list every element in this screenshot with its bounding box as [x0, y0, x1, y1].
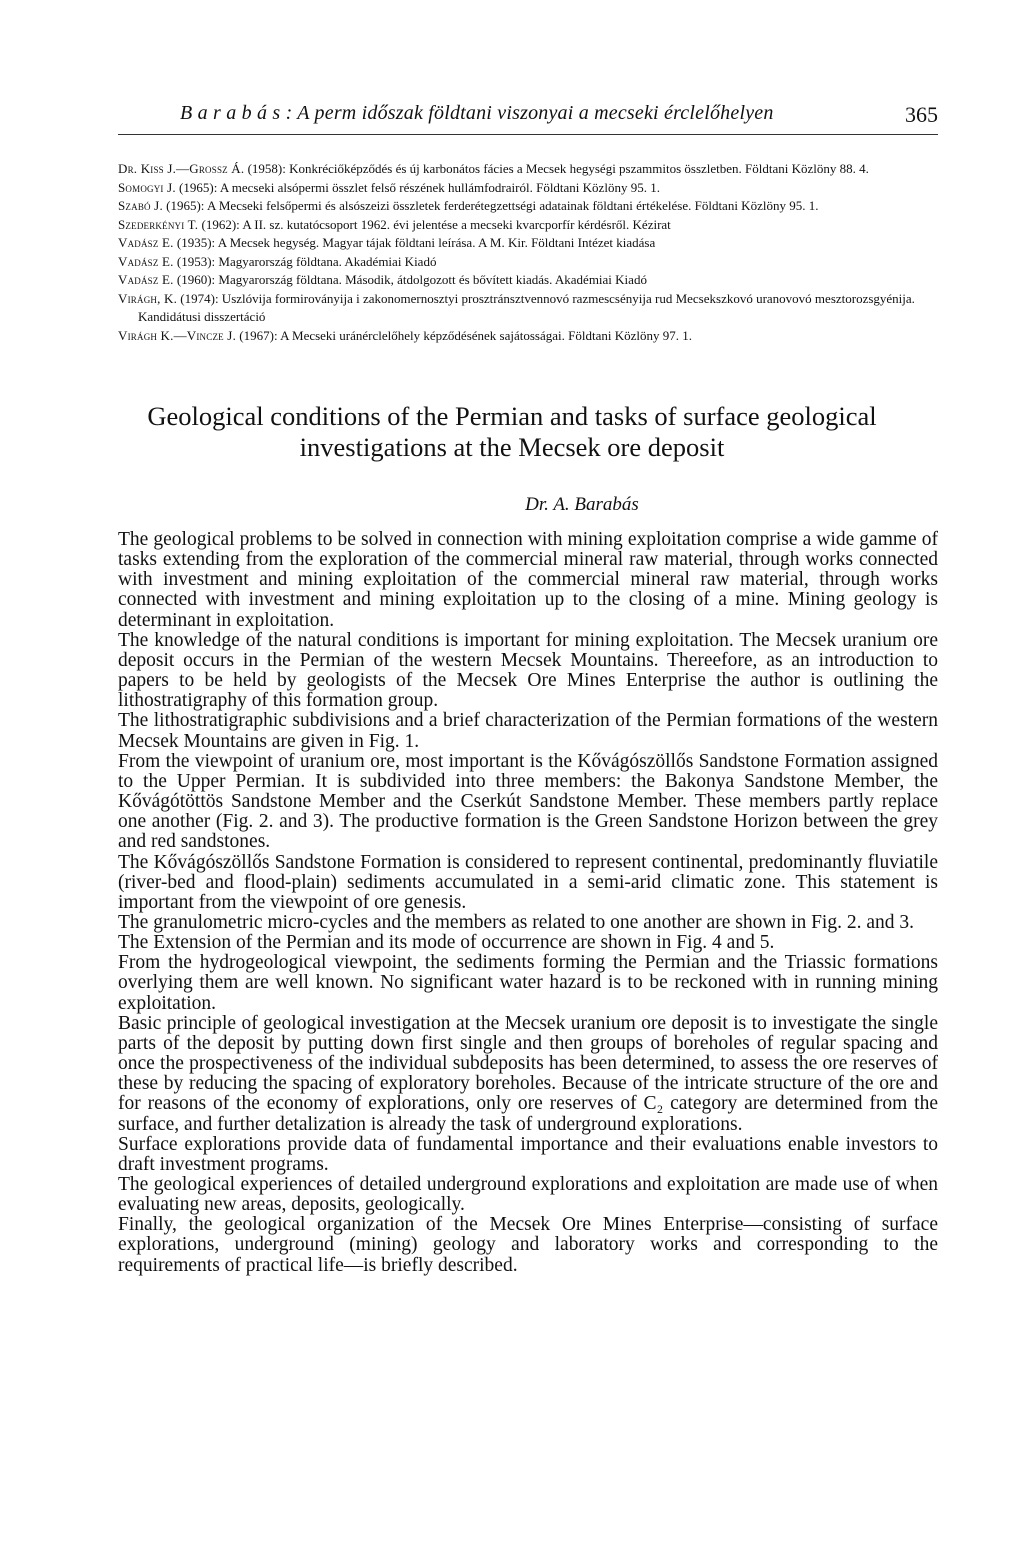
- article-author-block: [0, 494, 1024, 516]
- reference-text: (1962): A II. sz. kutatócsoport 1962. évi jelentése a mecseki kvarcporfír kérdésről. Kézirat: [198, 216, 671, 232]
- reference-item: [118, 290, 940, 327]
- reference-item: [118, 216, 940, 235]
- reference-item: [118, 197, 940, 216]
- reference-text: (1960): Magyarország földtana. Második, átdolgozott és bővített kiadás. Akadémiai Kiadó: [173, 272, 647, 287]
- reference-author: Virágh K.—Vincze J.: [118, 327, 237, 343]
- reference-text: (1974): Uszlóvija formiroványija i zakonomernosztyi prosztránsztvennovó razmescsényija rud Mecsekszkovó uranovovó mesztorozsgyénija. Kandidátusi disszertáció: [138, 290, 915, 324]
- reference-author: Vadász E.: [118, 235, 174, 250]
- article-title-line: Geological conditions of the Permian and tasks of surface geological: [147, 401, 877, 431]
- body-paragraph: The lithostratigraphic subdivisions and a brief characterization of the Permian formations of the western Mecsek Mountains are given in Fig. 1.: [118, 710, 938, 752]
- reference-author: Vadász E.: [118, 272, 174, 287]
- body-paragraph: The Kővágószöllős Sandstone Formation is considered to represent continental, predominantly fluviatile (river-bed and flood-plain) sediments accumulated in a semi-arid climatic zone. This statement is important from the viewpoint of ore genesis.: [118, 851, 938, 913]
- article-title: [60, 401, 964, 463]
- reference-author: Virágh, K.: [118, 290, 178, 306]
- reference-item: [118, 253, 940, 272]
- body-paragraph: Basic principle of geological investigation at the Mecsek uranium ore deposit is to investigate the single parts of the deposit by putting down first single and then groups of boreholes of regular spacing and once the prospectiveness of the individual subdeposits has been determined, to assess the ore reserves of these by reducing the spacing of exploratory boreholes. Because of the intricate structure of the ore and for reasons of the economy of explorations, only ore reserves of C₂ category are determined from the surface, and further detalization is already the task of underground explorations.: [118, 1012, 938, 1135]
- reference-author: Dr. Kiss J.—Grossz Á.: [118, 161, 245, 176]
- body-paragraph: The geological experiences of detailed underground explorations and exploitation are made use of when evaluating new areas, deposits, geologically.: [118, 1174, 938, 1216]
- body-paragraph: Finally, the geological organization of the Mecsek Ore Mines Enterprise—consisting of surface explorations, underground (mining) geology and laboratory works and corresponding to the requirements of practical life—is briefly described.: [118, 1214, 938, 1276]
- body-paragraph: The granulometric micro-cycles and the members as related to one another are shown in Fig. 2. and 3.: [118, 911, 914, 933]
- running-header: [118, 100, 938, 135]
- reference-item: [118, 327, 940, 346]
- reference-item: [118, 160, 940, 179]
- running-title: B a r a b á s : A perm időszak földtani viszonyai a mecseki érclelőhelyen: [180, 102, 774, 124]
- page-number: 365: [905, 102, 938, 127]
- body-paragraph: The knowledge of the natural conditions is important for mining exploitation. The Mecsek uranium ore deposit occurs in the Permian of the western Mecsek Mountains. Thereefore, as an introduction to papers to be held by geologists of the Mecsek Ore Mines Enterprise the author is outlining the lithostratigraphy of this formation group.: [118, 629, 938, 712]
- reference-author: Somogyi J.: [118, 179, 176, 195]
- reference-item: [118, 271, 940, 290]
- body-paragraph: Surface explorations provide data of fundamental importance and their evaluations enable investors to draft investment programs.: [118, 1133, 938, 1175]
- body-paragraph: From the viewpoint of uranium ore, most important is the Kővágószöllős Sandstone Formation assigned to the Upper Permian. It is subdivided into three members: the Bakonya Sandstone Member, the Kővágótöttös Sandstone Member and the Cserkút Sandstone Member. These members partly replace one another (Fig. 2. and 3). The productive formation is the Green Sandstone Horizon between the grey and red sandstones.: [118, 750, 938, 853]
- reference-author: Szederkényi T.: [118, 216, 199, 232]
- reference-text: (1965): A mecseki alsópermi összlet felső részének hullámfodrairól. Földtani Közlöny 95. 1.: [175, 179, 660, 195]
- reference-text: (1967): A Mecseki uránérclelőhely képződésének sajátosságai. Földtani Közlöny 97. 1.: [236, 327, 692, 343]
- article-body: [118, 530, 938, 1276]
- reference-item: [118, 234, 940, 253]
- body-paragraph: The Extension of the Permian and its mode of occurrence are shown in Fig. 4 and 5.: [118, 932, 775, 954]
- article-title-line: investigations at the Mecsek ore deposit: [299, 432, 725, 462]
- reference-text: (1958): Konkréciőképződés és új karbonátos fácies a Mecsek hegységi pszammitos összletben. Földtani Közlöny 88. 4.: [244, 161, 869, 176]
- article-author: Dr. A. Barabás: [525, 494, 639, 515]
- reference-text: (1965): A Mecseki felsőpermi és alsószeizi összletek ferderétegzettségi adatainak földtani értékelése. Földtani Közlöny 95. 1.: [162, 198, 819, 213]
- reference-text: (1935): A Mecsek hegység. Magyar tájak földtani leírása. A M. Kir. Földtani Intézet kiadása: [173, 235, 656, 250]
- reference-item: [118, 179, 940, 198]
- reference-author: Vadász E.: [118, 253, 174, 269]
- body-paragraph: From the hydrogeological viewpoint, the sediments forming the Permian and the Triassic formations overlying them are well known. No significant water hazard is to be reckoned with in running mining exploitation.: [118, 952, 938, 1014]
- reference-text: (1953): Magyarország földtana. Akadémiai Kiadó: [173, 253, 437, 269]
- reference-author: Szabó J.: [118, 198, 163, 213]
- body-paragraph: The geological problems to be solved in connection with mining exploitation comprise a wide gamme of tasks extending from the exploration of the commercial mineral raw material, through works connected with investment and mining exploitation of the commercial mineral raw material, through works connected with investment and mining exploitation up to the closing of a mine. Mining geology is determinant in exploitation.: [118, 529, 938, 631]
- reference-list: [118, 160, 940, 345]
